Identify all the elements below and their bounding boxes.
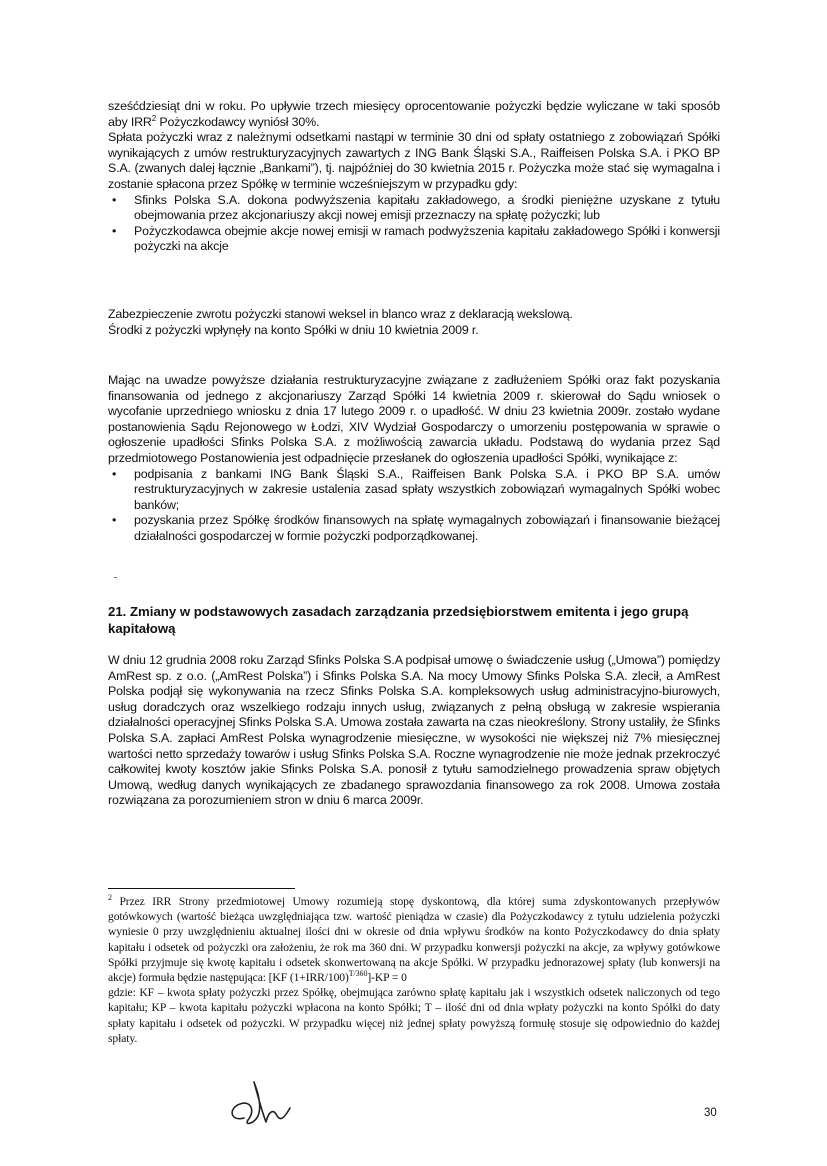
paragraph-funds-received: Środki z pożyczki wpłynęły na konto Spółki w dniu 10 kwietnia 2009 r. bbox=[108, 322, 479, 337]
bullet-icon: • bbox=[112, 223, 117, 238]
list-item bbox=[108, 513, 720, 544]
bullet-list-grounds bbox=[108, 467, 720, 545]
section-amrest-agreement bbox=[108, 653, 720, 809]
section-loan-terms bbox=[108, 99, 720, 255]
bullet-icon: • bbox=[112, 466, 117, 481]
list-item-text: Pożyczkodawca obejmie akcje nowej emisji w ramach podwyższenia kapitału zakładowego Spółki i konwersji pożyczki na akcje bbox=[134, 223, 720, 254]
bullet-list-early-repayment bbox=[108, 193, 720, 255]
list-item bbox=[108, 467, 720, 514]
footnote-divider bbox=[108, 888, 295, 889]
page-number: 30 bbox=[704, 1107, 717, 1119]
bullet-icon: • bbox=[112, 513, 117, 528]
paragraph-irr-end: Pożyczkodawcy wyniósł 30%. bbox=[156, 114, 320, 129]
paragraph-irr-text: sześćdziesiąt dni w roku. Po upływie trzech miesięcy oprocentowanie pożyczki będzie wyliczane w taki sposób aby IRR bbox=[108, 99, 720, 129]
bullet-icon: • bbox=[112, 192, 117, 207]
list-item bbox=[108, 224, 720, 255]
signature-icon bbox=[224, 1078, 294, 1132]
list-item-text: podpisania z bankami ING Bank Śląski S.A., Raiffeisen Bank Polska S.A. i PKO BP S.A. umów restrukturyzacyjnych w zakresie ustalenia zasad spłaty wszystkich zobowiązań wymagalnych Spółki wobec banków; bbox=[134, 466, 720, 512]
section-21 bbox=[108, 603, 720, 637]
scan-mark bbox=[114, 577, 117, 578]
list-item-text: Sfinks Polska S.A. dokona podwyższenia kapitału zakładowego, a środki pieniężne uzyskane z tytułu obejmowania przez akcjonariuszy akcji nowej emisji przeznaczy na spłatę pożyczki; lub bbox=[134, 192, 720, 223]
paragraph-amrest: W dniu 12 grudnia 2008 roku Zarząd Sfinks Polska S.A podpisał umowę o świadczenie usług („Umowa”) pomiędzy AmRest sp. z o.o. („AmRest Polska”) i Sfinks Polska S.A. Na mocy Umowy Sfinks Polska S.A. zlecił, a AmRest Polska podjął się wykonywania na rzecz Sfinks Polska S.A. kompleksowych usług administracyjno-biurowych, usług doradczych oraz wszelkiego rodzaju innych usług, związanych z pełną obsługą w zakresie wspierania działalności operacyjnej Sfinks Polska S.A. Umowa została zawarta na czas nieokreślony. Strony ustaliły, że Sfinks Polska S.A. zapłaci AmRest Polska wynagrodzenie miesięczne, w wysokości nie większej niż 7% miesięcznej wartości netto sprzedaży towarów i usług Sfinks Polska S.A. Roczne wynagrodzenie nie może jednak przekroczyć całkowitej kwoty kosztów jakie Sfinks Polska S.A. ponosił z tytułu samodzielnego prowadzenia spraw objętych Umową, według danych wynikających ze zbadanego sprawozdania finansowego za rok 2008. Umowa została rozwiązana za porozumieniem stron w dniu 6 marca 2009r. bbox=[108, 653, 720, 808]
paragraph-collateral: Zabezpieczenie zwrotu pożyczki stanowi weksel in blanco wraz z deklaracją wekslową. bbox=[108, 307, 573, 321]
section-bankruptcy bbox=[108, 373, 720, 545]
footnote-definition bbox=[108, 894, 720, 985]
list-item bbox=[108, 193, 720, 224]
footnote-ref[interactable]: 2 bbox=[151, 113, 157, 123]
footnote-marker: 2 bbox=[108, 893, 112, 903]
section-collateral bbox=[108, 307, 720, 338]
paragraph-bankruptcy: Mając na uwadze powyższe działania restrukturyzacyjne związane z zadłużeniem Spółki oraz fakt pozyskania finansowania od jednego z akcjonariuszy Zarząd Spółki 14 kwietnia 2009 r. skierował do Sądu wniosek o wycofanie uprzedniego wniosku z dnia 17 lutego 2009 r. o upadłość. W dniu 23 kwietnia 2009r. zostało wydane postanowienia Sądu Rejonowego w Łodzi, XIV Wydział Gospodarczy o umorzeniu postępowania w sprawie o ogłoszenie upadłości Sfinks Polska S.A. z możliwością zawarcia układu. Podstawą do wydania przez Sąd przedmiotowego Postanowienia jest odpadnięcie przesłanek do ogłoszenia upadłości Spółki, wynikające z: bbox=[108, 373, 720, 465]
formula-exponent: T/360 bbox=[348, 969, 368, 979]
section-heading: 21. Zmiany w podstawowych zasadach zarządzania przedsiębiorstwem emitenta i jego grupą kapitałową bbox=[108, 604, 689, 636]
paragraph-repayment: Spłata pożyczki wraz z należnymi odsetkami nastąpi w terminie 30 dni od spłaty ostatniego z zobowiązań Spółki wynikających z umów restrukturyzacyjnych zawartych z ING Bank Śląski S.A., Raiffeisen Polska S.A. i PKO BP S.A. (zwanych dalej łącznie „Bankami”), tj. najpóźniej do 30 kwietnia 2015 r. Pożyczka może stać się wymagalna i zostanie spłacona przez Spółkę w terminie wcześniejszym w przypadku gdy: bbox=[108, 130, 720, 191]
footnote-legend: gdzie: KF – kwota spłaty pożyczki przez Spółkę, obejmująca zarówno spłatę kapitału jak i wszystkich odsetek naliczonych od tego kapitału; KP – kwota kapitału pożyczki wpłacona na konto Spółki; T – ilość dni od dnia wpłaty pożyczki na konto Spółki do daty spłaty kapitału i odsetek od pożyczki. W przypadku więcej niż jednej spłaty powyższą formułę stosuje się odpowiednio do każdej spłaty. bbox=[108, 986, 720, 1045]
footnote-text-b: ]-KP = 0 bbox=[367, 971, 407, 985]
paragraph-irr bbox=[108, 99, 720, 130]
footnote-text-a: Przez IRR Strony przedmiotowej Umowy rozumieją stopę dyskontową, dla której suma zdyskontowanych przepływów gotówkowych (wartość bieżąca uwzględniająca tzw. wartość pieniądza w czasie) dla Pożyczkodawcy z tytułu udzielenia pożyczki wyniesie 0 przy uwzględnieniu aktualnej ilości dni w okresie od dnia wpływu środków na konto Pożyczkodawcy do dnia spłaty kapitału i odsetek od pożyczki ora założeniu, że rok ma 360 dni. W przypadku konwersji pożyczki na akcje, za wpływy gotówkowe Spółki przyjmuje się kwotę kapitału i odsetek skonwertowaną na akcje Spółki. W przypadku jednorazowej spłaty (lub konwersji na akcje) formuła będzie następująca: [KF (1+IRR/100) bbox=[108, 895, 720, 985]
footnote bbox=[108, 894, 720, 1046]
list-item-text: pozyskania przez Spółkę środków finansowych na spłatę wymagalnych zobowiązań i finansowanie bieżącej działalności gospodarczej w formie pożyczki podporządkowanej. bbox=[134, 513, 720, 543]
